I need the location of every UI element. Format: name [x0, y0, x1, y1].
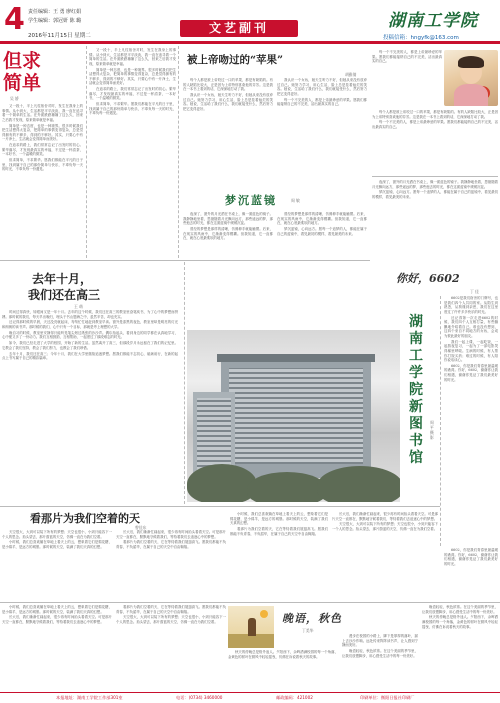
paragraph: 小时候，我们总喜欢躺在草地上看天上的云，想象着它们是棉花糖，是小绵羊，是远方的城堡。那时候的天空，装满了我们天真的幻想。 — [230, 512, 328, 526]
article-autumn-col2 — [342, 634, 418, 690]
paragraph: 每一个不完美的人，都是上帝最珍爱的苹果。愿我们都能接纳自己的不完美，活出最真实的自己。 — [372, 120, 498, 129]
article-clouds-title: 看那片为我们空着的天 — [30, 512, 140, 525]
paragraph: 梦沉蓝镜，心向远方。愿每一个追梦的人，都能在属于自己的蓝镜中，看见最初的模样，看见最美的未来。 — [277, 226, 367, 236]
paragraph: 6602，你是我们青春里最温暖的港湾。你好，6602，谢谢你让我们相遇，谢谢你见证了我们最美好的时光。 — [444, 363, 498, 382]
designer-label: 学生编辑：郭冠妍 陈 璐 — [28, 18, 82, 24]
section-divider — [372, 176, 498, 177]
paragraph: 小时候，我们总喜欢躺在草地上看天上的云，想象着它们是棉花糖，是小绵羊，是远方的城堡。那时候的天空，装满了我们天真的幻想。 — [2, 540, 112, 549]
illustration-sun — [260, 610, 268, 618]
paragraph: 在追求的路上，我们常常忘记了出发时的初心。繁华落尽，才发现最真实的幸福，不过是一杯清茶，一本好书，一个温暖的微笑。 — [2, 143, 83, 157]
paragraph: 在追求的路上，我们常常忘记了出发时的初心。繁华落尽，才发现最真实的幸福，不过是一杯清茶，一本好书，一个温暖的微笑。 — [89, 87, 176, 101]
photo-hair — [458, 56, 484, 68]
article-bookmark-continued — [444, 548, 498, 600]
issue-date: 2016年11月15日 星期二 — [28, 33, 91, 39]
article-dream-body-right — [277, 212, 367, 326]
article-bookmark-title: 你好，6602 — [396, 272, 460, 285]
column-divider — [178, 46, 179, 258]
article-clouds-bottom-col2 — [116, 605, 226, 689]
paragraph: 6602，你是我们青春里最温暖的港湾。你好，6602，谢谢你让我们相遇，谢谢你见证了我们最美好的时光。 — [444, 548, 498, 566]
paragraph: 夜深了，窗外的月光洒在书桌上，像一面蓝色的镜子。我静静地坐着，思绪随着月光飘向远方，那些遥远的梦，那些逝去的时光，都在这面蓝镜中缓缓沉淀。 — [183, 212, 273, 226]
article-clouds-col2 — [116, 530, 226, 600]
paragraph: 还记得第一次走进6602的时候，我们四个人互相打量，有些腼腆地介绍着自己。谁也没有想到，这四个来自不同地方的女孩，会成为彼此最好的朋友。 — [444, 315, 498, 338]
submission-email: 投稿信箱：hngyfk@163.com — [383, 35, 459, 41]
illustration-figure — [248, 618, 256, 636]
footer-post-code: 邮政编码：421002 — [276, 695, 313, 700]
paragraph: 又一段十，半上凡柱宿舍对时，发生在我身上的事情。从小到大，生活都是平平淡淡，我一直在追寻着一个简单的生活。在外面跌跌撞撞了这么久，回来之后我才发现，原来简单就是幸福。 — [2, 104, 83, 122]
illustration-grass — [228, 634, 274, 648]
article-bookmark-body — [444, 296, 498, 546]
paragraph: 简单是一种态度，也是一种境界。很多时候我们把生活想得太复杂，把简单的事情变得复杂，总是觉得拥有的不够多，得到的不够好。其实，只要心中有一片净土，生活就会变得简单而美好。 — [2, 123, 83, 142]
photo-building-roof — [217, 354, 375, 362]
article-simple — [2, 46, 84, 258]
paragraph: 每个人都是被上帝咬过一口的苹果，都是有缺陷的。有的人缺陷比较大，正是因为上帝特别喜欢他的芬芳。这是我在一本书上看到的话，它深深地打动了我。 — [183, 78, 273, 92]
paragraph: 每一个不完美的人，都是上帝最珍爱的苹果。愿我们都能接纳自己的不完美，活出最真实的自己。 — [277, 97, 367, 107]
paragraph: 天空很大，大到可以装下所有的梦想；天空也很小，小到只能容下一个人的思念。抬头望去，那片蔚蓝的天空，仿佛一直在为我们空着。 — [2, 530, 112, 539]
article-autumn-col1 — [228, 650, 338, 690]
autumn-illustration — [228, 606, 274, 648]
article-autumn-col3 — [422, 605, 498, 690]
article-apple-author: 胡雅倩 — [345, 72, 357, 77]
paragraph: 秋天的傍晚总是格外迷人。夕阳西下，余晖洒满校园的每一个角落，金黄色的树叶在微风中轻轻摇曳，仿佛在诉说着秋天的故事。 — [422, 615, 498, 629]
column-divider — [86, 46, 87, 258]
article-autumn-author: 丁美华 — [302, 628, 314, 633]
article-senior-body — [2, 310, 178, 502]
article-clouds-col3 — [230, 512, 328, 600]
library-caption: 周 平 摄影 — [430, 420, 434, 440]
paragraph: 但求简单，不求繁华。愿我们都能在平凡的日子里，找到属于自己的那份简单与快乐，不辜负每一天的时光，不辜负每一份遇见。 — [2, 158, 83, 172]
section-divider — [0, 506, 440, 507]
paragraph: 6602是我们宿舍的门牌号，也是我们四个人共同的家。从陌生到熟悉，从拘谨到亲密，我们在这里度过了许许多多快乐的时光。 — [444, 296, 498, 314]
article-apple-continued — [372, 110, 498, 174]
paragraph: 看那片为我们空着的天，它在等待着我们展翅高飞。愿我们都能不负青春，不负韶华，在属于自己的天空中自由翱翔。 — [116, 605, 226, 614]
paragraph: 秋天的傍晚总是格外迷人。夕阳西下，余晖洒满校园的每一个角落，金黄色的树叶在微风中轻轻摇曳，仿佛在诉说着秋天的故事。 — [228, 650, 338, 659]
article-dream-author: 周 敏 — [291, 198, 300, 203]
article-clouds-bottom-col1 — [2, 605, 112, 689]
article-dream — [181, 188, 369, 328]
footer-print: 印刷单位：衡阳日报社印刷厂 — [360, 695, 415, 700]
footer-phone: 电话：(0734) 3460000 — [176, 695, 223, 700]
paragraph: 天空很大，大到可以装下所有的梦想；天空也很小，小到只能容下一个人的思念。抬头望去，那片蔚蓝的天空，仿佛一直在为我们空着。 — [116, 615, 226, 624]
paragraph: 又一段十，半上凡柱宿舍对时，发生在我身上的事情。从小到大，生活都是平平淡淡，我一直在追寻着一个简单的生活。在外面跌跌撞撞了这么久，回来之后我才发现，原来简单就是幸福。 — [89, 48, 176, 66]
article-apple-title: 被上帝吻过的“苹果” — [187, 54, 284, 66]
photo-tree — [187, 464, 257, 502]
article-clouds-col4 — [332, 512, 438, 600]
photo-body — [454, 84, 488, 106]
article-senior — [2, 262, 182, 504]
paragraph: 漫步在校园的小路上，脚下是厚厚的落叶，踩上去沙沙作响。远处传来阵阵读书声，让人感到宁静而美好。 — [342, 634, 418, 648]
article-simple-continued — [89, 48, 176, 256]
footer-rule — [0, 692, 500, 693]
paragraph: 去年十月，我们还在高三；今年十月，我们在大学里继续追逐梦想。愿我们都能不忘初心，砥砺前行，在新的起点上书写属于自己的精彩篇章。 — [2, 351, 178, 361]
page-number: 4 — [4, 2, 25, 37]
paragraph: 天空很大，大到可以装下所有的梦想；天空也很小，小到只能容下一个人的思念。抬头望去，那片蔚蓝的天空，仿佛一直在为我们空着。 — [332, 522, 438, 531]
article-dream-continued — [372, 180, 498, 270]
child-photo — [444, 50, 498, 106]
footer-address: 本报地址：湖南工学院工作部301室 — [56, 695, 123, 700]
paragraph: 还记得那时候的早晨，天还没亮就起床，匆匆忙忙地赶到教室早读。窗外是漆黑的夜色，教室里却是明亮的灯光和朗朗的读书声。那时候的我们，心中只有一个目标，那就是考上理想的大学。 — [2, 320, 178, 329]
paragraph: 晚语轻轻，秋色浓浓。在这个美丽的季节里，让我们放慢脚步，用心感受生活中的每一份美好。 — [422, 605, 498, 614]
header-rule — [0, 41, 500, 44]
paragraph: 每一个不完美的人，都是上帝最珍爱的苹果。愿我们都能接纳自己的不完美，活出最真实的自己。 — [372, 50, 442, 64]
paragraph: 晚自习的时候，教室里安静得只能听见笔尖划过纸张的沙沙声。偶尔抬起头，看到身边的同学都在认真地学习，心中便又多了一份动力。我们互相鼓励，互相帮助，一起度过了那段难忘的时光。 — [2, 330, 178, 340]
article-dream-body-left — [183, 212, 273, 326]
paragraph: 长大后，我们渐渐忙碌起来，很少再有时间抬头看看天空。可是那片天空一直都在，默默地守候着我们，等待着我们去追逐心中的梦想。 — [2, 615, 112, 624]
article-bookmark-author: 丁 佳 — [470, 289, 479, 294]
article-apple-body-right — [277, 78, 367, 184]
paragraph: 我认识一个女孩，她天生听力不好，但她从来没有放弃过自己。她努力学习，用心生活，脸上总是挂着灿烂的笑容。她说，生活给了我们什么，我们就接受什么，然后努力把它变得更好。 — [183, 92, 273, 111]
paragraph: 时间过得真快，转眼间又是一年十月。去年的这个时候，我们还在高三的教室里奋笔疾书，为了心中的梦想而拼搏。那时候的我们，每天早出晚归，埋头于书山题海之中，虽然辛苦，却也充实。 — [2, 310, 178, 319]
paragraph: 长大后，我们渐渐忙碌起来，很少再有时间抬头看看天空。可是那片天空一直都在，默默地守候着我们，等待着我们去追逐心中的梦想。 — [332, 512, 438, 521]
paragraph: 曾经的梦想是那样的清晰，仿佛伸手就能触摸。后来，在现实的风雨中，它渐渐变得模糊。但我知道，它一直都在，就在心底最柔软的地方。 — [183, 226, 273, 241]
paragraph: 我们一起上课，一起吃饭，一起熬夜复习，一起为了一部电影哭得稀里哗啦。生病的时候，有人帮你打饭买药；难过的时候，有人陪你说话谈心。 — [444, 339, 498, 363]
section-divider — [0, 260, 370, 261]
article-clouds-col1 — [2, 530, 112, 600]
paragraph: 看那片为我们空着的天，它在等待着我们展翅高飞。愿我们都能不负青春，不负韶华，在属于自己的天空中自由翱翔。 — [116, 540, 226, 549]
article-apple — [181, 46, 369, 186]
paragraph: 我认识一个女孩，她天生听力不好，但她从来没有放弃过自己。她努力学习，用心生活，脸上总是挂着灿烂的笑容。她说，生活给了我们什么，我们就接受什么，然后努力把它变得更好。 — [277, 78, 367, 96]
article-simple-title: 但求简单 — [3, 50, 42, 94]
masthead-logo: 湖南工学院 — [388, 11, 478, 31]
paragraph: 每个人都是被上帝咬过一口的苹果，都是有缺陷的。有的人缺陷比较大，正是因为上帝特别喜欢他的芬芳。这是我在一本书上看到的话，它深深地打动了我。 — [372, 110, 498, 119]
article-senior-author: 王 萌 — [74, 304, 83, 309]
paragraph: 晚语轻轻，秋色浓浓。在这个美丽的季节里，让我们放慢脚步，用心感受生活中的每一份美好。 — [342, 648, 418, 658]
photo-tree — [247, 472, 327, 502]
library-photo — [187, 330, 400, 502]
article-apple-body-left — [183, 78, 273, 184]
article-senior-title-line2: 我们还在高三 — [28, 288, 101, 302]
article-simple-author: 吴 娇 — [10, 96, 19, 101]
section-title: 文艺副刊 — [208, 21, 269, 35]
editor-label: 责任编辑：王 勇 廖红娟 — [28, 9, 82, 15]
article-apple-sidebar — [372, 50, 442, 106]
article-dream-title: 梦沉蓝镜 — [225, 194, 277, 207]
column-divider — [440, 296, 441, 546]
paragraph: 简单是一种态度，也是一种境界。很多时候我们把生活想得太复杂，把简单的事情变得复杂，总是觉得拥有的不够多，得到的不够好。其实，只要心中有一片净土，生活就会变得简单而美好。 — [89, 67, 176, 86]
paragraph: 但求简单，不求繁华。愿我们都能在平凡的日子里，找到属于自己的那份简单与快乐，不辜负每一天的时光，不辜负每一份遇见。 — [89, 102, 176, 116]
article-senior-title-line1: 去年十月， — [32, 272, 93, 286]
paragraph: 夜深了，窗外的月光洒在书桌上，像一面蓝色的镜子。我静静地坐着，思绪随着月光飘向远方，那些遥远的梦，那些逝去的时光，都在这面蓝镜中缓缓沉淀。 — [372, 180, 498, 189]
paragraph: 长大后，我们渐渐忙碌起来，很少再有时间抬头看看天空。可是那片天空一直都在，默默地守候着我们，等待着我们去追逐心中的梦想。 — [116, 530, 226, 539]
article-simple-body — [2, 104, 83, 256]
paragraph: 梦沉蓝镜，心向远方。愿每一个追梦的人，都能在属于自己的蓝镜中，看见最初的模样，看见最美的未来。 — [372, 190, 498, 199]
photo-tree — [317, 466, 400, 502]
paragraph: 曾经的梦想是那样的清晰，仿佛伸手就能触摸。后来，在现实的风雨中，它渐渐变得模糊。但我知道，它一直都在，就在心底最柔软的地方。 — [277, 212, 367, 226]
paragraph: 小时候，我们总喜欢躺在草地上看天上的云，想象着它们是棉花糖，是小绵羊，是远方的城堡。那时候的天空，装满了我们天真的幻想。 — [2, 605, 112, 614]
article-clouds-author: 曾佳东 — [135, 525, 147, 530]
section-divider — [0, 602, 500, 603]
photo-building-windows — [229, 368, 363, 464]
page-header — [0, 0, 500, 44]
article-autumn-title: 晚语，秋色 — [282, 612, 342, 625]
photo-wing-windows — [197, 398, 231, 472]
paragraph: 看那片为我们空着的天，它在等待着我们展翅高飞。愿我们都能不负青春，不负韶华，在属于自己的天空中自由翱翔。 — [230, 526, 328, 536]
column-divider — [184, 262, 185, 504]
library-title: 湖南工学院新图书馆 — [409, 314, 423, 466]
paragraph: 如今，我们已经走进了大学的校园，开始了新的生活。虽然离开了高三，但那段岁月永远留在了我们的记忆里。它教会了我们坚持，教会了我们努力，也教会了我们珍惜。 — [2, 341, 178, 350]
